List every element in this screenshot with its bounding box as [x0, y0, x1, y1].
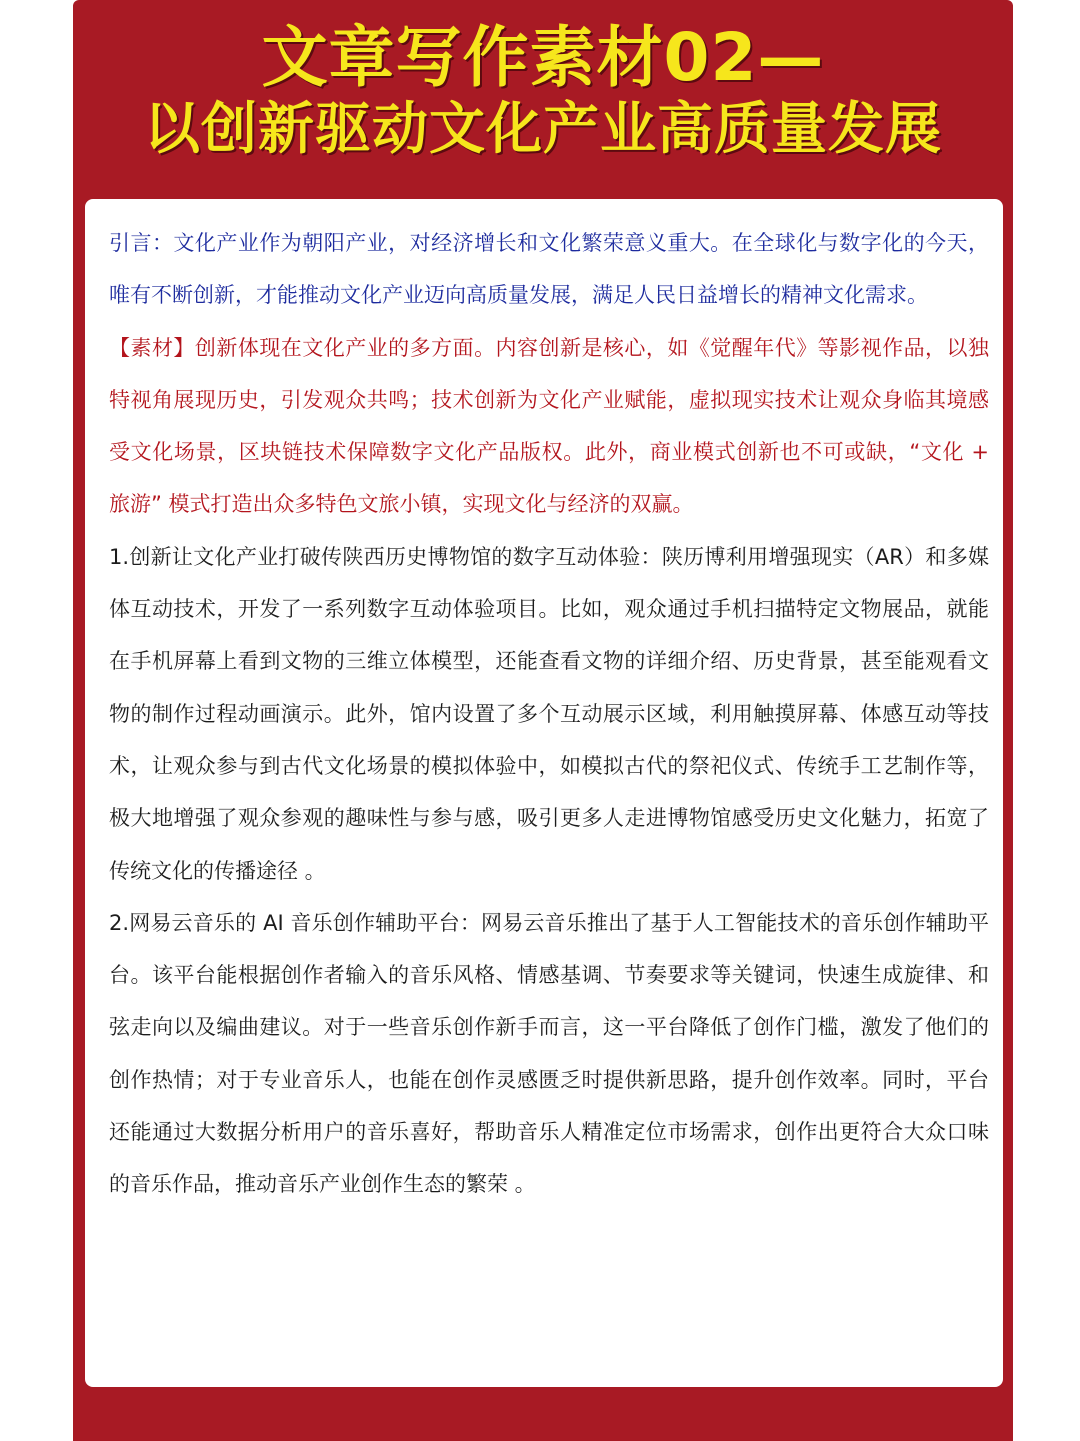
- case-2-paragraph: 2.网易云音乐的 AI 音乐创作辅助平台：网易云音乐推出了基于人工智能技术的音乐创作辅助平台。该平台能根据创作者输入的音乐风格、情感基调、节奏要求等关键词，快速生成旋律、和弦走向以及编曲建议。对于一些音乐创作新手而言，这一平台降低了创作门槛，激发了他们的创作热情；对于专业音乐人，也能在创作灵感匮乏时提供新思路，提升创作效率。同时，平台还能通过大数据分析用户的音乐喜好，帮助音乐人精准定位市场需求，创作出更符合大众口味的音乐作品，推动音乐产业创作生态的繁荣 。: [109, 910, 989, 1197]
- content-card: [85, 199, 1003, 1387]
- case-1-paragraph: 1.创新让文化产业打破传陕西历史博物馆的数字互动体验：陕历博利用增强现实（AR）和多媒体互动技术，开发了一系列数字互动体验项目。比如，观众通过手机扫描特定文物展品，就能在手机屏幕上看到文物的三维立体模型，还能查看文物的详细介绍、历史背景，甚至能观看文物的制作过程动画演示。此外，馆内设置了多个互动展示区域，利用触摸屏幕、体感互动等技术，让观众参与到古代文化场景的模拟体验中，如模拟古代的祭祀仪式、传统手工艺制作等，极大地增强了观众参观的趣味性与参与感，吸引更多人走进博物馆感受历史文化魅力，拓宽了传统文化的传播途径 。: [109, 544, 989, 883]
- material-paragraph: 【素材】创新体现在文化产业的多方面。内容创新是核心，如《觉醒年代》等影视作品，以独特视角展现历史，引发观众共鸣；技术创新为文化产业赋能，虚拟现实技术让观众身临其境感受文化场景，区块链技术保障数字文化产品版权。此外，商业模式创新也不可或缺，“文化 + 旅游” 模式打造出众多特色文旅小镇，实现文化与经济的双赢。: [109, 335, 989, 517]
- article-body: [109, 217, 989, 1211]
- title-line-1: 文章写作素材02—: [261, 19, 825, 96]
- title-line-2: 以创新驱动文化产业高质量发展: [144, 97, 942, 162]
- intro-paragraph: 引言：文化产业作为朝阳产业，对经济增长和文化繁荣意义重大。在全球化与数字化的今天，唯有不断创新，才能推动文化产业迈向高质量发展，满足人民日益增长的精神文化需求。: [109, 231, 989, 308]
